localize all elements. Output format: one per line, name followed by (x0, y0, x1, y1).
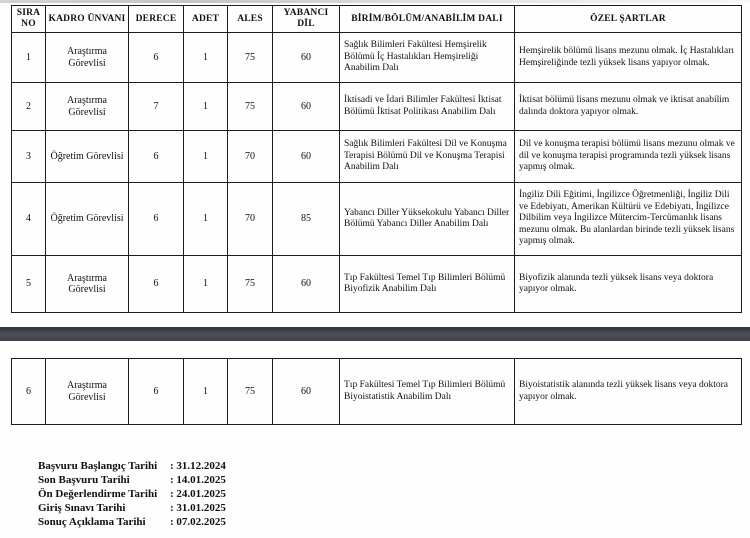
cell-kadro-unvani: Araştırma Görevlisi (46, 33, 129, 83)
cell-birim-bolum: Sağlık Bilimleri Fakültesi Hemşirelik Bölümü İç Hastalıkları Hemşireliği Anabilim Dalı (340, 33, 515, 83)
col-header-sira-no: SIRA NO (12, 6, 46, 33)
date-label: Son Başvuru Tarihi (38, 474, 130, 486)
date-label: Başvuru Başlangıç Tarihi (38, 460, 158, 472)
table-row-1 (12, 33, 742, 83)
cell-kadro-unvani: Araştırma Görevlisi (46, 256, 129, 313)
cell-ales: 70 (228, 183, 273, 256)
date-row-giris-sinavi (38, 501, 226, 515)
cell-yabanci-dil: 60 (273, 359, 340, 425)
cell-adet: 1 (184, 33, 228, 83)
cell-birim-bolum: Tıp Fakültesi Temel Tıp Bilimleri Bölümü Biyofizik Anabilim Dalı (340, 256, 515, 313)
positions-table-1 (11, 5, 742, 313)
cell-birim-bolum: Tıp Fakültesi Temel Tıp Bilimleri Bölümü Biyoistatistik Anabilim Dalı (340, 359, 515, 425)
cell-kadro-unvani: Araştırma Görevlisi (46, 83, 129, 131)
scan-artifact-streak (0, 0, 750, 3)
cell-adet: 1 (184, 83, 228, 131)
cell-ozel-sartlar: İktisat bölümü lisans mezunu olmak ve iktisat anabilim dalında doktora yapıyor olmak. (515, 83, 742, 131)
cell-yabanci-dil: 85 (273, 183, 340, 256)
cell-sira-no: 4 (12, 183, 46, 256)
cell-ozel-sartlar: İngiliz Dili Eğitimi, İngilizce Öğretmenliği, İngiliz Dili ve Edebiyatı, Amerikan Kültürü ve Edebiyatı, İngilizce Dilbilim veya İngilizce Mütercim-Tercümanlık lisans mezunu olmak. Bu alanlardan birinde tezli yüksek lisans yapmış olmak. (515, 183, 742, 256)
table-header-row (12, 6, 742, 33)
cell-derece: 6 (129, 256, 184, 313)
cell-sira-no: 6 (12, 359, 46, 425)
table-row-5 (12, 256, 742, 313)
col-header-adet: ADET (184, 6, 228, 33)
cell-yabanci-dil: 60 (273, 256, 340, 313)
cell-yabanci-dil: 60 (273, 33, 340, 83)
cell-adet: 1 (184, 359, 228, 425)
cell-birim-bolum: İktisadi ve İdari Bilimler Fakültesi İktisat Bölümü İktisat Politikası Anabilim Dalı (340, 83, 515, 131)
col-header-ozel-sartlar: ÖZEL ŞARTLAR (515, 6, 742, 33)
cell-derece: 6 (129, 33, 184, 83)
date-row-sonuc-aciklama (38, 515, 226, 529)
cell-derece: 6 (129, 183, 184, 256)
cell-derece: 7 (129, 83, 184, 131)
date-label: Giriş Sınavı Tarihi (38, 502, 126, 514)
col-header-birim-bolum: BİRİM/BÖLÜM/ANABİLİM DALI (340, 6, 515, 33)
date-value: : 14.01.2025 (170, 474, 226, 486)
cell-yabanci-dil: 60 (273, 83, 340, 131)
col-header-derece: DERECE (129, 6, 184, 33)
cell-ozel-sartlar: Biyoistatistik alanında tezli yüksek lisans veya doktora yapıyor olmak. (515, 359, 742, 425)
cell-ozel-sartlar: Hemşirelik bölümü lisans mezunu olmak. İç Hastalıkları Hemşireliğinde tezli yüksek lisans yapıyor olmak. (515, 33, 742, 83)
date-value: : 07.02.2025 (170, 516, 226, 528)
cell-kadro-unvani: Öğretim Görevlisi (46, 131, 129, 183)
date-row-basvuru-baslangic (38, 459, 226, 473)
cell-kadro-unvani: Araştırma Görevlisi (46, 359, 129, 425)
cell-ales: 75 (228, 359, 273, 425)
cell-birim-bolum: Sağlık Bilimleri Fakültesi Dil ve Konuşma Terapisi Bölümü Dil ve Konuşma Terapisi Anabilim Dalı (340, 131, 515, 183)
cell-sira-no: 5 (12, 256, 46, 313)
col-header-kadro-unvani: KADRO ÜNVANI (46, 6, 129, 33)
cell-adet: 1 (184, 131, 228, 183)
table-row-4 (12, 183, 742, 256)
cell-ales: 70 (228, 131, 273, 183)
cell-adet: 1 (184, 256, 228, 313)
cell-adet: 1 (184, 183, 228, 256)
cell-derece: 6 (129, 359, 184, 425)
cell-derece: 6 (129, 131, 184, 183)
cell-sira-no: 1 (12, 33, 46, 83)
table-row-3 (12, 131, 742, 183)
positions-table-2 (11, 358, 742, 425)
table-row-6 (12, 359, 742, 425)
date-value: : 31.01.2025 (170, 502, 226, 514)
cell-ozel-sartlar: Biyofizik alanında tezli yüksek lisans veya doktora yapıyor olmak. (515, 256, 742, 313)
date-label: Ön Değerlendirme Tarihi (38, 488, 158, 500)
cell-yabanci-dil: 60 (273, 131, 340, 183)
date-row-son-basvuru (38, 473, 226, 487)
date-label: Sonuç Açıklama Tarihi (38, 516, 146, 528)
cell-ozel-sartlar: Dil ve konuşma terapisi bölümü lisans mezunu olmak ve dil ve konuşma terapisi programında tezli yüksek lisans yapmış olmak. (515, 131, 742, 183)
table-row-2 (12, 83, 742, 131)
date-value: : 31.12.2024 (170, 460, 226, 472)
cell-sira-no: 2 (12, 83, 46, 131)
cell-ales: 75 (228, 83, 273, 131)
cell-ales: 75 (228, 256, 273, 313)
date-row-on-degerlendirme (38, 487, 226, 501)
cell-sira-no: 3 (12, 131, 46, 183)
separator-bar (0, 327, 750, 341)
application-dates-block (38, 459, 226, 529)
col-header-yabanci-dil: YABANCI DİL (273, 6, 340, 33)
date-value: : 24.01.2025 (170, 488, 226, 500)
cell-ales: 75 (228, 33, 273, 83)
col-header-ales: ALES (228, 6, 273, 33)
cell-kadro-unvani: Öğretim Görevlisi (46, 183, 129, 256)
cell-birim-bolum: Yabancı Diller Yüksekokulu Yabancı Diller Bölümü Yabancı Diller Anabilim Dalı (340, 183, 515, 256)
